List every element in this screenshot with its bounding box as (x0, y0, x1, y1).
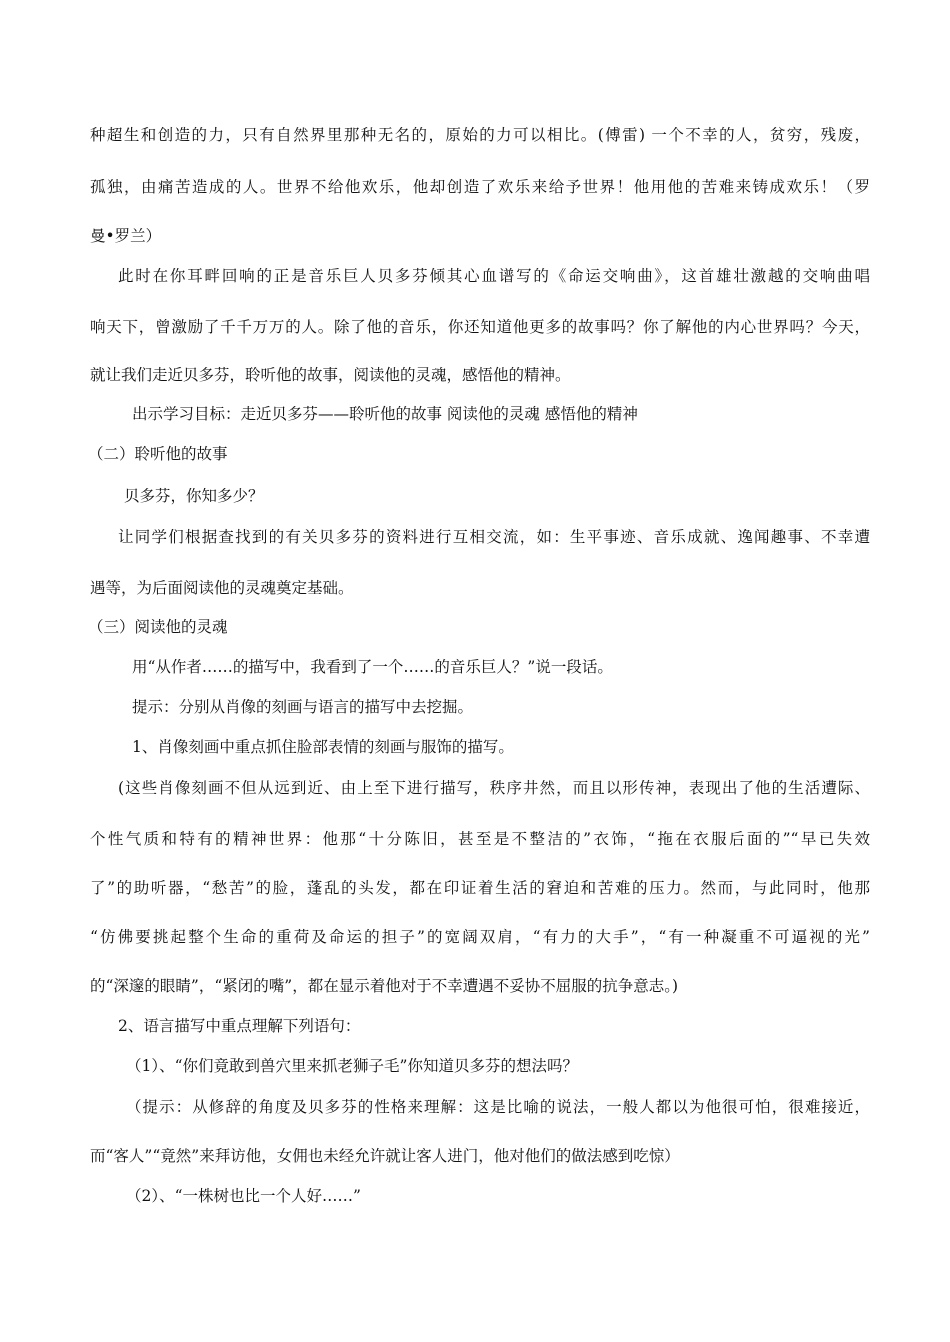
paragraph-line: (这些肖像刻画不但从远到近、由上至下进行描写，秩序井然，而且以形传神，表现出了他的生活遭际、 (118, 779, 870, 797)
paragraph-line: （1）、“你们竟敢到兽穴里来抓老狮子毛”你知道贝多芬的想法吗？ (126, 1057, 578, 1075)
paragraph-line: 个性气质和特有的精神世界：他那“十分陈旧，甚至是不整洁的”衣饰，“拖在衣服后面的”“早已失效 (90, 830, 870, 848)
paragraph-line: 孤独，由痛苦造成的人。世界不给他欢乐，他却创造了欢乐来给予世界！他用他的苦难来铸成欢乐！（罗 (90, 178, 870, 196)
section-heading: （三）阅读他的灵魂 (88, 618, 228, 636)
paragraph-line: 遇等，为后面阅读他的灵魂奠定基础。 (90, 579, 354, 597)
paragraph-line: 响天下，曾激励了千千万万的人。除了他的音乐，你还知道他更多的故事吗？你了解他的内心世界吗？今天， (90, 318, 870, 336)
paragraph-line: 曼•罗兰） (90, 227, 162, 245)
paragraph-line: 1、肖像刻画中重点抓住脸部表情的刻画与服饰的描写。 (132, 738, 514, 756)
paragraph-line: 的“深邃的眼睛”，“紧闭的嘴”，都在显示着他对于不幸遭遇不妥协不屈服的抗争意志。) (90, 977, 678, 995)
paragraph-line: 2、语言描写中重点理解下列语句： (118, 1017, 361, 1035)
paragraph-line: 提示：分别从肖像的刻画与语言的描写中去挖掘。 (132, 698, 474, 716)
paragraph-line: 而“客人”“竟然”来拜访他，女佣也未经允许就让客人进门，他对他们的做法感到吃惊） (90, 1147, 680, 1165)
paragraph-line: 了”的助听器，“愁苦”的脸，蓬乱的头发，都在印证着生活的窘迫和苦难的压力。然而，与此同时，他那 (90, 879, 870, 897)
paragraph-line: 种超生和创造的力，只有自然界里那种无名的，原始的力可以相比。(傅雷) 一个不幸的人，贫穷，残废， (90, 126, 870, 144)
paragraph-line: 就让我们走近贝多芬，聆听他的故事，阅读他的灵魂，感悟他的精神。 (90, 366, 571, 384)
paragraph-line: 此时在你耳畔回响的正是音乐巨人贝多芬倾其心血谱写的《命运交响曲》，这首雄壮激越的交响曲唱 (118, 267, 870, 285)
paragraph-line: （提示：从修辞的角度及贝多芬的性格来理解：这是比喻的说法，一般人都以为他很可怕，很难接近， (126, 1098, 870, 1116)
paragraph-line: 让同学们根据查找到的有关贝多芬的资料进行互相交流，如：生平事迹、音乐成就、逸闻趣事、不幸遭 (118, 528, 870, 546)
section-heading: （二）聆听他的故事 (88, 445, 228, 463)
paragraph-line: “仿佛要挑起整个生命的重荷及命运的担子”的宽阔双肩，“有力的大手”，“有一种凝重不可逼视的光” (90, 928, 870, 946)
learning-objectives: 出示学习目标：走近贝多芬——聆听他的故事 阅读他的灵魂 感悟他的精神 (132, 405, 638, 423)
paragraph-line: （2）、“一株树也比一个人好……” (126, 1187, 361, 1205)
paragraph-line: 贝多芬，你知多少？ (124, 487, 264, 505)
paragraph-line: 用“从作者……的描写中，我看到了一个……的音乐巨人？”说一段话。 (132, 658, 613, 676)
